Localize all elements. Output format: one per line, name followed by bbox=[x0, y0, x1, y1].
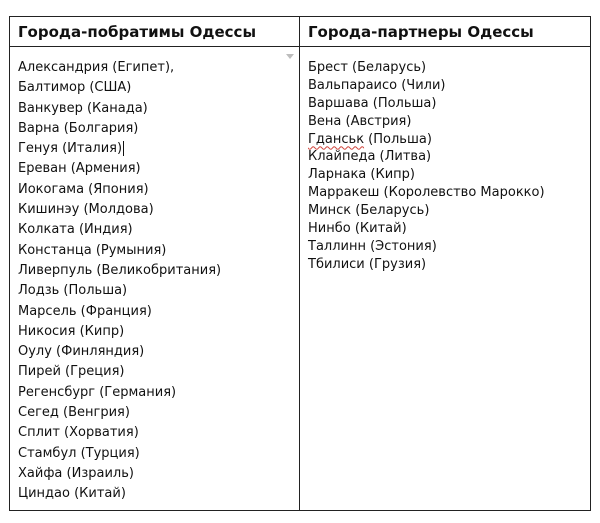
table-header-row bbox=[10, 17, 591, 47]
list-item: Никосия (Кипр) bbox=[18, 323, 125, 339]
list-item: Балтимор (США) bbox=[18, 80, 132, 96]
list-item: Циндао (Китай) bbox=[18, 486, 126, 502]
list-item: Оулу (Финляндия) bbox=[18, 344, 145, 360]
list-item: Таллинн (Эстония) bbox=[308, 238, 437, 254]
list-item: Варна (Болгария) bbox=[18, 120, 139, 136]
list-item: Сегед (Венгрия) bbox=[18, 405, 130, 421]
list-item: Марсель (Франция) bbox=[18, 303, 152, 319]
list-item: Варшава (Польша) bbox=[308, 95, 437, 111]
list-item: Иокогама (Япония) bbox=[18, 181, 149, 197]
list-item: Минск (Беларусь) bbox=[308, 203, 430, 219]
list-item: Клайпеда (Литва) bbox=[308, 149, 432, 165]
list-item: Ливерпуль (Великобритания) bbox=[18, 262, 222, 278]
list-item: Пирей (Греция) bbox=[18, 364, 125, 380]
table-body-row bbox=[10, 47, 591, 511]
list-item: Ларнака (Кипр) bbox=[308, 167, 415, 183]
list-item: Вальпараисо (Чили) bbox=[308, 77, 446, 93]
partner-cities-list bbox=[308, 59, 590, 274]
list-item: Лодзь (Польша) bbox=[18, 283, 128, 299]
chevron-down-icon[interactable] bbox=[285, 51, 295, 61]
list-item: Сплит (Хорватия) bbox=[18, 425, 139, 441]
spellcheck-underline: Гданськ bbox=[308, 131, 365, 147]
list-item: Стамбул (Турция) bbox=[18, 445, 140, 461]
list-item: Регенсбург (Германия) bbox=[18, 384, 177, 400]
list-item bbox=[18, 139, 299, 159]
cities-table bbox=[9, 16, 591, 511]
list-item: Нинбо (Китай) bbox=[308, 221, 407, 237]
list-item-text: Гданськ (Польша) bbox=[308, 131, 432, 147]
list-item: Ванкувер (Канада) bbox=[18, 100, 148, 116]
header-sister-cities[interactable]: Города-побратимы Одессы bbox=[10, 17, 300, 47]
list-item: Вена (Австрия) bbox=[308, 113, 412, 129]
list-item: Хайфа (Израиль) bbox=[18, 465, 134, 481]
header-partner-cities[interactable]: Города-партнеры Одессы bbox=[300, 17, 591, 47]
list-item: Кишинэу (Молдова) bbox=[18, 202, 154, 218]
sister-cities-list bbox=[18, 58, 299, 505]
list-item: Брест (Беларусь) bbox=[308, 60, 427, 75]
text-cursor bbox=[123, 141, 124, 156]
sister-cities-cell[interactable] bbox=[10, 47, 300, 511]
list-item bbox=[308, 131, 590, 149]
list-item-text: Генуя (Италия) bbox=[18, 141, 123, 157]
list-item: Констанца (Румыния) bbox=[18, 242, 167, 258]
partner-cities-cell[interactable] bbox=[300, 47, 591, 511]
list-item: Ереван (Армения) bbox=[18, 161, 141, 177]
list-item: Колката (Индия) bbox=[18, 222, 133, 238]
list-item: Александрия (Египет), bbox=[18, 60, 175, 75]
list-item: Тбилиси (Грузия) bbox=[308, 256, 427, 272]
list-item: Марракеш (Королевство Марокко) bbox=[308, 185, 545, 201]
